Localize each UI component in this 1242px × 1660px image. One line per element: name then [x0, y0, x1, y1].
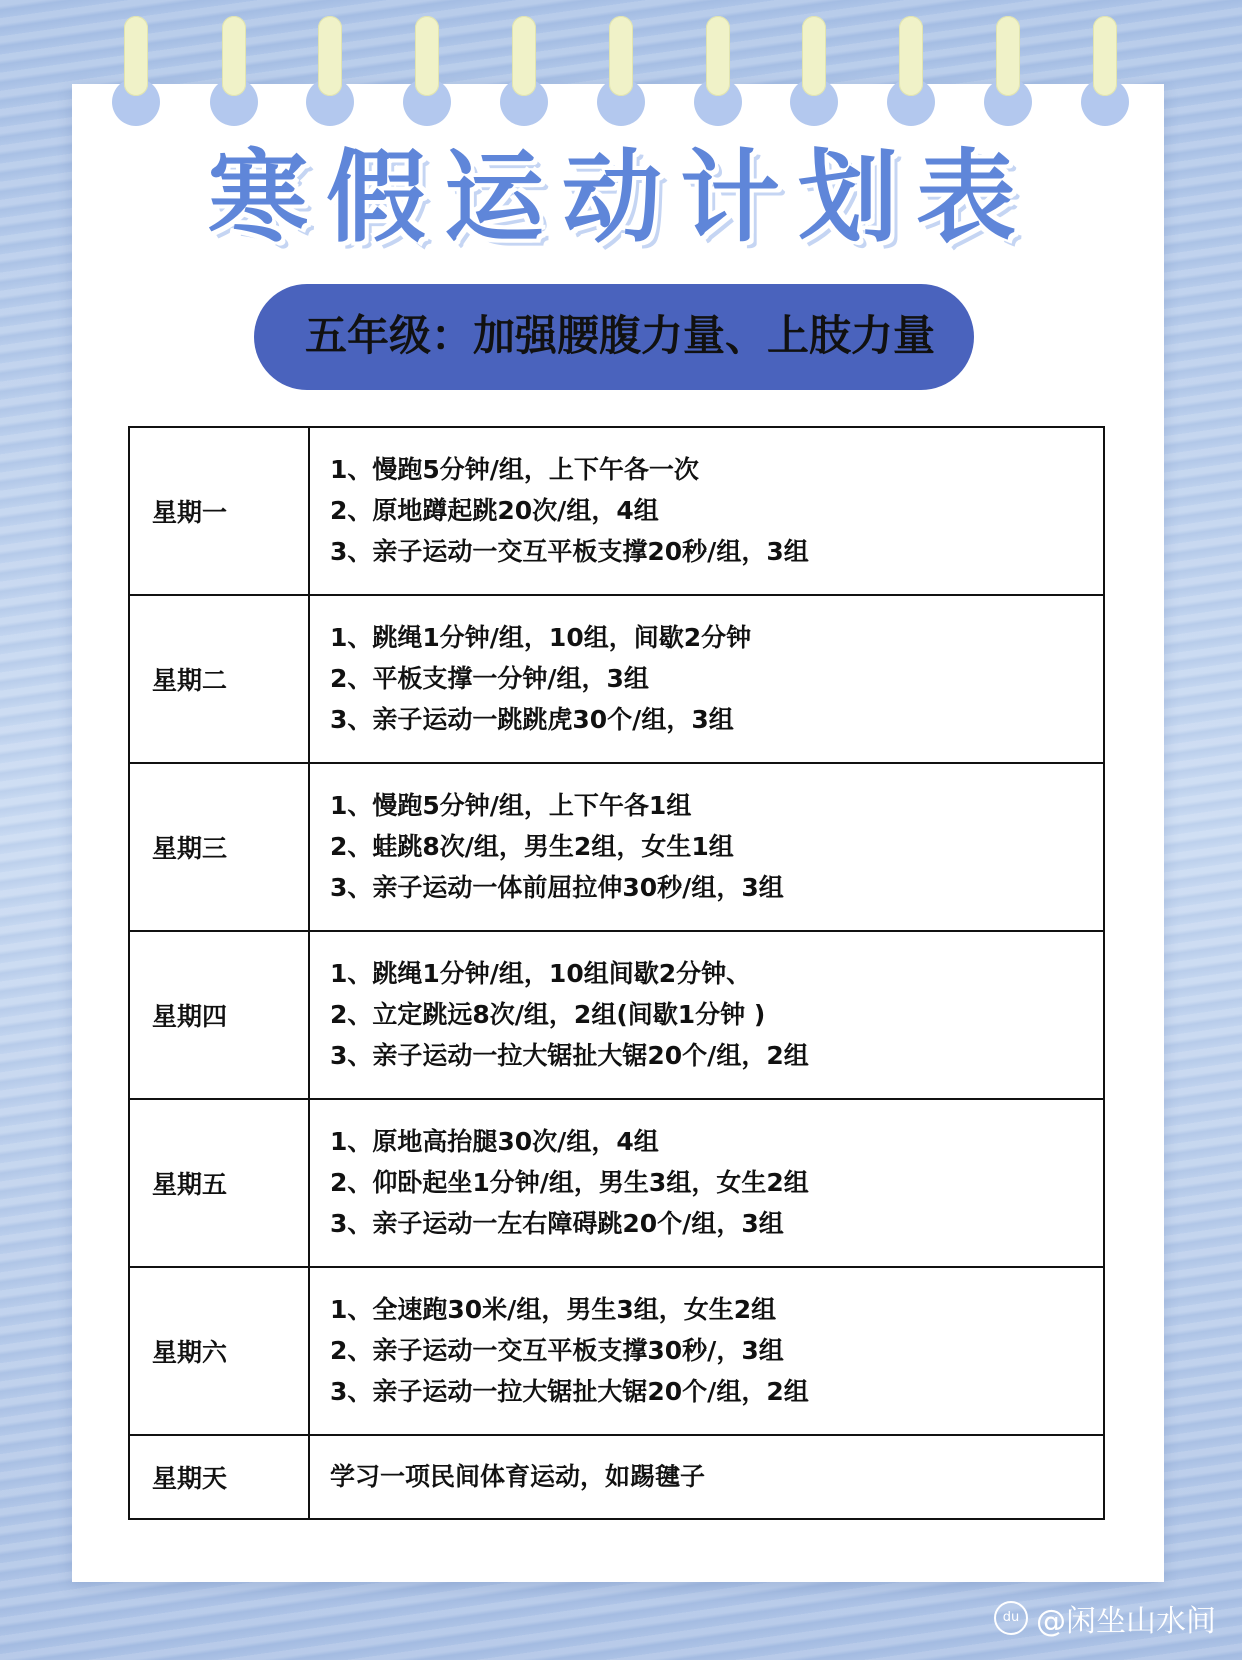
activity-item: 2、平板支撑一分钟/组，3组: [330, 664, 649, 694]
binding-ring: [996, 16, 1020, 96]
activity-list: [309, 1267, 1104, 1435]
binding-ring: [318, 16, 342, 96]
day-label: 星期四: [129, 931, 309, 1099]
activity-item: 1、慢跑5分钟/组，上下午各1组: [330, 791, 692, 821]
page-title: 寒假运动计划表: [208, 139, 1034, 256]
activity-item: 3、亲子运动一跳跳虎30个/组，3组: [330, 705, 734, 735]
activity-item: 3、亲子运动一交互平板支撑20秒/组，3组: [330, 537, 809, 567]
day-label: 星期天: [129, 1435, 309, 1519]
activity-list: [309, 1435, 1104, 1519]
table-row: [129, 1099, 1104, 1267]
activity-item: 3、亲子运动一左右障碍跳20个/组，3组: [330, 1209, 784, 1239]
activity-item: 1、跳绳1分钟/组，10组，间歇2分钟: [330, 623, 752, 653]
table-row: [129, 427, 1104, 595]
table-row: [129, 595, 1104, 763]
day-label: 星期五: [129, 1099, 309, 1267]
day-label: 星期三: [129, 763, 309, 931]
watermark-text: @闲坐山水间: [1036, 1604, 1216, 1639]
table-row: [129, 1267, 1104, 1435]
day-label: 星期二: [129, 595, 309, 763]
activity-item: 1、原地高抬腿30次/组，4组: [330, 1127, 659, 1157]
activity-item: 2、蛙跳8次/组，男生2组，女生1组: [330, 832, 734, 862]
binding-ring: [609, 16, 633, 96]
activity-list: [309, 931, 1104, 1099]
binding-ring: [124, 16, 148, 96]
subtitle-text: 五年级：加强腰腹力量、上肢力量: [304, 311, 935, 360]
activity-item: 2、原地蹲起跳20次/组，4组: [330, 496, 659, 526]
table-row: [129, 763, 1104, 931]
table-row: [129, 931, 1104, 1099]
watermark: [994, 1596, 1216, 1640]
binding-ring: [415, 16, 439, 96]
binding-ring: [706, 16, 730, 96]
schedule-table: [128, 426, 1105, 1520]
paw-logo-icon: du: [994, 1601, 1028, 1635]
activity-item: 2、立定跳远8次/组，2组(间歇1分钟 ): [330, 1000, 766, 1030]
binding-ring: [802, 16, 826, 96]
spiral-binding: [0, 0, 1242, 140]
activity-item: 1、跳绳1分钟/组，10组间歇2分钟、: [330, 959, 752, 989]
activity-list: [309, 595, 1104, 763]
binding-ring: [512, 16, 536, 96]
activity-item: 2、仰卧起坐1分钟/组，男生3组，女生2组: [330, 1168, 809, 1198]
binding-ring: [899, 16, 923, 96]
activity-list: [309, 1099, 1104, 1267]
activity-list: [309, 427, 1104, 595]
activity-list: [309, 763, 1104, 931]
binding-ring: [222, 16, 246, 96]
table-row: [129, 1435, 1104, 1519]
activity-item: 3、亲子运动一拉大锯扯大锯20个/组，2组: [330, 1041, 809, 1071]
activity-item: 1、慢跑5分钟/组，上下午各一次: [330, 455, 699, 485]
activity-item: 学习一项民间体育运动，如踢毽子: [330, 1462, 706, 1492]
day-label: 星期六: [129, 1267, 309, 1435]
activity-item: 3、亲子运动一拉大锯扯大锯20个/组，2组: [330, 1377, 809, 1407]
activity-item: 3、亲子运动一体前屈拉伸30秒/组，3组: [330, 873, 784, 903]
activity-item: 2、亲子运动一交互平板支撑30秒/，3组: [330, 1336, 784, 1366]
binding-ring: [1093, 16, 1117, 96]
activity-item: 1、全速跑30米/组，男生3组，女生2组: [330, 1295, 777, 1325]
day-label: 星期一: [129, 427, 309, 595]
